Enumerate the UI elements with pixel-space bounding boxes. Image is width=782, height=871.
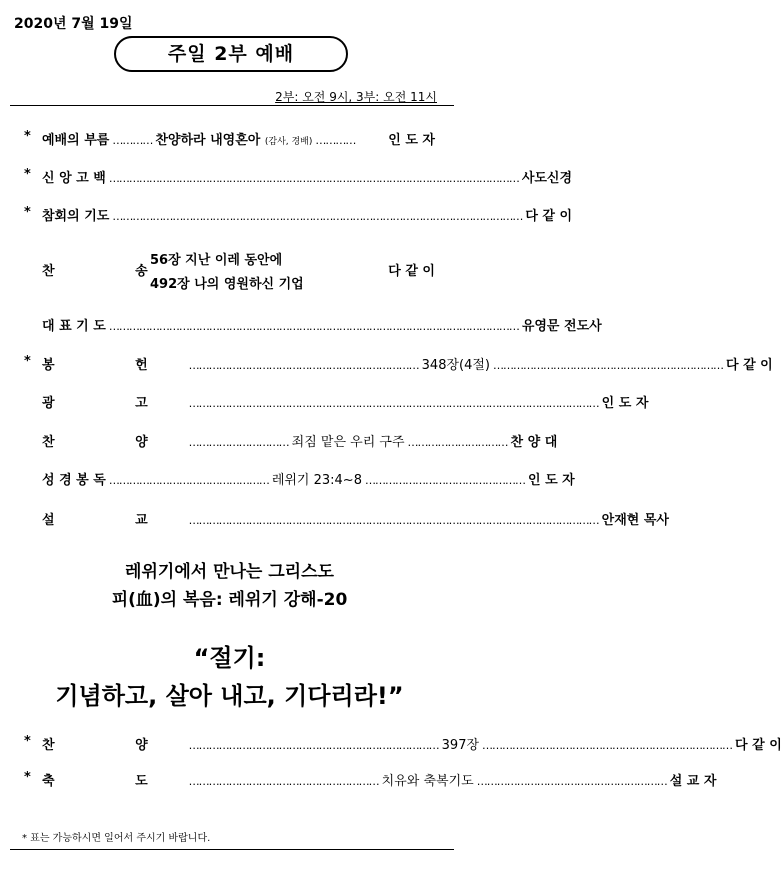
order-label-text: 광 고 — [42, 395, 186, 411]
order-label — [26, 431, 186, 450]
standing-mark: * — [24, 129, 31, 144]
order-middle: 치유와 축복기도 — [381, 773, 474, 789]
service-times: 2부: 오전 9시, 3부: 오전 11시 — [275, 90, 437, 104]
sermon-quote-line1: “절기: — [193, 644, 266, 672]
service-title: 주일 2부 예배 — [114, 36, 348, 72]
order-row-closing-hymn — [24, 732, 782, 754]
sermon-quote-line2: 기념하고, 살아 내고, 기다리라!” — [55, 682, 404, 710]
standing-mark: * — [24, 770, 31, 785]
order-row-scripture — [26, 467, 575, 489]
order-row-creed — [24, 165, 573, 187]
dot-leader: …………………………………………………………………………………………………………… — [112, 209, 523, 223]
order-right: 다 같 이 — [726, 357, 773, 373]
hymn-line: 56장 지난 이레 동안에 — [150, 253, 283, 268]
order-middle: 348장(4절) — [421, 357, 490, 373]
dot-leader: …………………………………………………………… — [188, 358, 419, 372]
dot-leader: …………………………………………………………………………………………………………… — [108, 319, 519, 333]
footnote: * 표는 가능하시면 일어서 주시기 바랍니다. — [22, 833, 211, 844]
dot-leader: ………………………………………………………………… — [188, 738, 439, 752]
order-row-sermon — [26, 507, 669, 529]
footer-divider — [10, 849, 454, 850]
dot-leader: …………………………………………………………… — [493, 358, 723, 372]
order-right: 다 같 이 — [525, 208, 573, 224]
sermon-series-subtitle: 피(血)의 복음: 레위기 강해-20 — [111, 590, 348, 610]
order-row-benediction — [24, 768, 717, 790]
order-row-confession — [24, 203, 573, 225]
order-row-representative-prayer — [26, 313, 602, 335]
date: 2020년 7월 19일 — [14, 16, 133, 32]
order-right: 안재현 목사 — [601, 512, 669, 528]
dot-leader: ………… — [112, 133, 153, 147]
order-right: 인 도 자 — [527, 472, 575, 488]
dot-leader: ………………………………………… — [108, 473, 269, 487]
order-label — [26, 392, 186, 411]
header-divider — [10, 105, 454, 106]
order-label: 참회의 기도 — [42, 208, 110, 224]
order-label — [26, 509, 186, 528]
dot-leader: ………………………………………………… — [476, 774, 667, 788]
dot-leader: …………………………………………………………………………………………………………… — [188, 513, 599, 527]
dot-leader: ………………………… — [407, 435, 508, 449]
order-row-offering — [24, 352, 773, 374]
order-label — [26, 734, 186, 753]
standing-mark: * — [24, 205, 31, 220]
order-middle: 죄짐 맡은 우리 구주 — [291, 434, 405, 450]
order-row-announcements — [26, 390, 649, 412]
order-label-text: 축 도 — [42, 773, 186, 789]
order-right: 사도신경 — [521, 170, 573, 186]
order-right: 다 같 이 — [388, 263, 435, 279]
order-label — [26, 354, 186, 373]
order-label: 신 앙 고 백 — [42, 170, 106, 186]
order-label-text: 설 교 — [42, 512, 186, 528]
order-label: 예배의 부름 — [42, 132, 110, 148]
standing-mark: * — [24, 734, 31, 749]
order-right: 다 같 이 — [735, 737, 782, 753]
order-middle: 찬양하라 내영혼아 (감사, 경배) — [155, 132, 313, 148]
dot-leader: ………………………………………………………………… — [482, 738, 733, 752]
order-label: 성 경 봉 독 — [42, 472, 106, 488]
dot-leader: ………………………… — [188, 435, 289, 449]
dot-leader: ………… — [315, 133, 356, 147]
dot-leader: …………………………………………………………………………………………………………… — [188, 396, 599, 410]
hymn-list — [150, 249, 304, 297]
order-label-text: 찬 송 — [42, 263, 186, 279]
order-right: 인 도 자 — [388, 132, 435, 148]
order-right: 찬 양 대 — [510, 434, 558, 450]
sermon-series-title: 레위기에서 만나는 그리스도 — [125, 562, 334, 582]
standing-mark: * — [24, 354, 31, 369]
order-right: 설 교 자 — [669, 773, 717, 789]
order-right: 인 도 자 — [601, 395, 649, 411]
order-middle-sub: (감사, 경배) — [264, 136, 313, 147]
standing-mark: * — [24, 167, 31, 182]
order-label-text: 봉 헌 — [42, 357, 186, 373]
order-row-call-to-worship — [26, 127, 435, 149]
order-right: 유영문 전도사 — [521, 318, 602, 334]
order-label-text: 찬 양 — [42, 434, 186, 450]
order-label — [26, 770, 186, 789]
dot-leader: ………………………………………………… — [188, 774, 379, 788]
dot-leader: …………………………………………………………………………………………………………… — [108, 171, 519, 185]
order-row-choir — [26, 429, 558, 451]
order-middle: 레위기 23:4~8 — [271, 472, 362, 488]
dot-leader: ………………………………………… — [364, 473, 525, 487]
order-middle: 397장 — [441, 737, 480, 753]
order-label-text: 찬 양 — [42, 737, 186, 753]
order-label: 대 표 기 도 — [42, 318, 106, 334]
hymn-line: 492장 나의 영원하신 기업 — [150, 277, 304, 292]
